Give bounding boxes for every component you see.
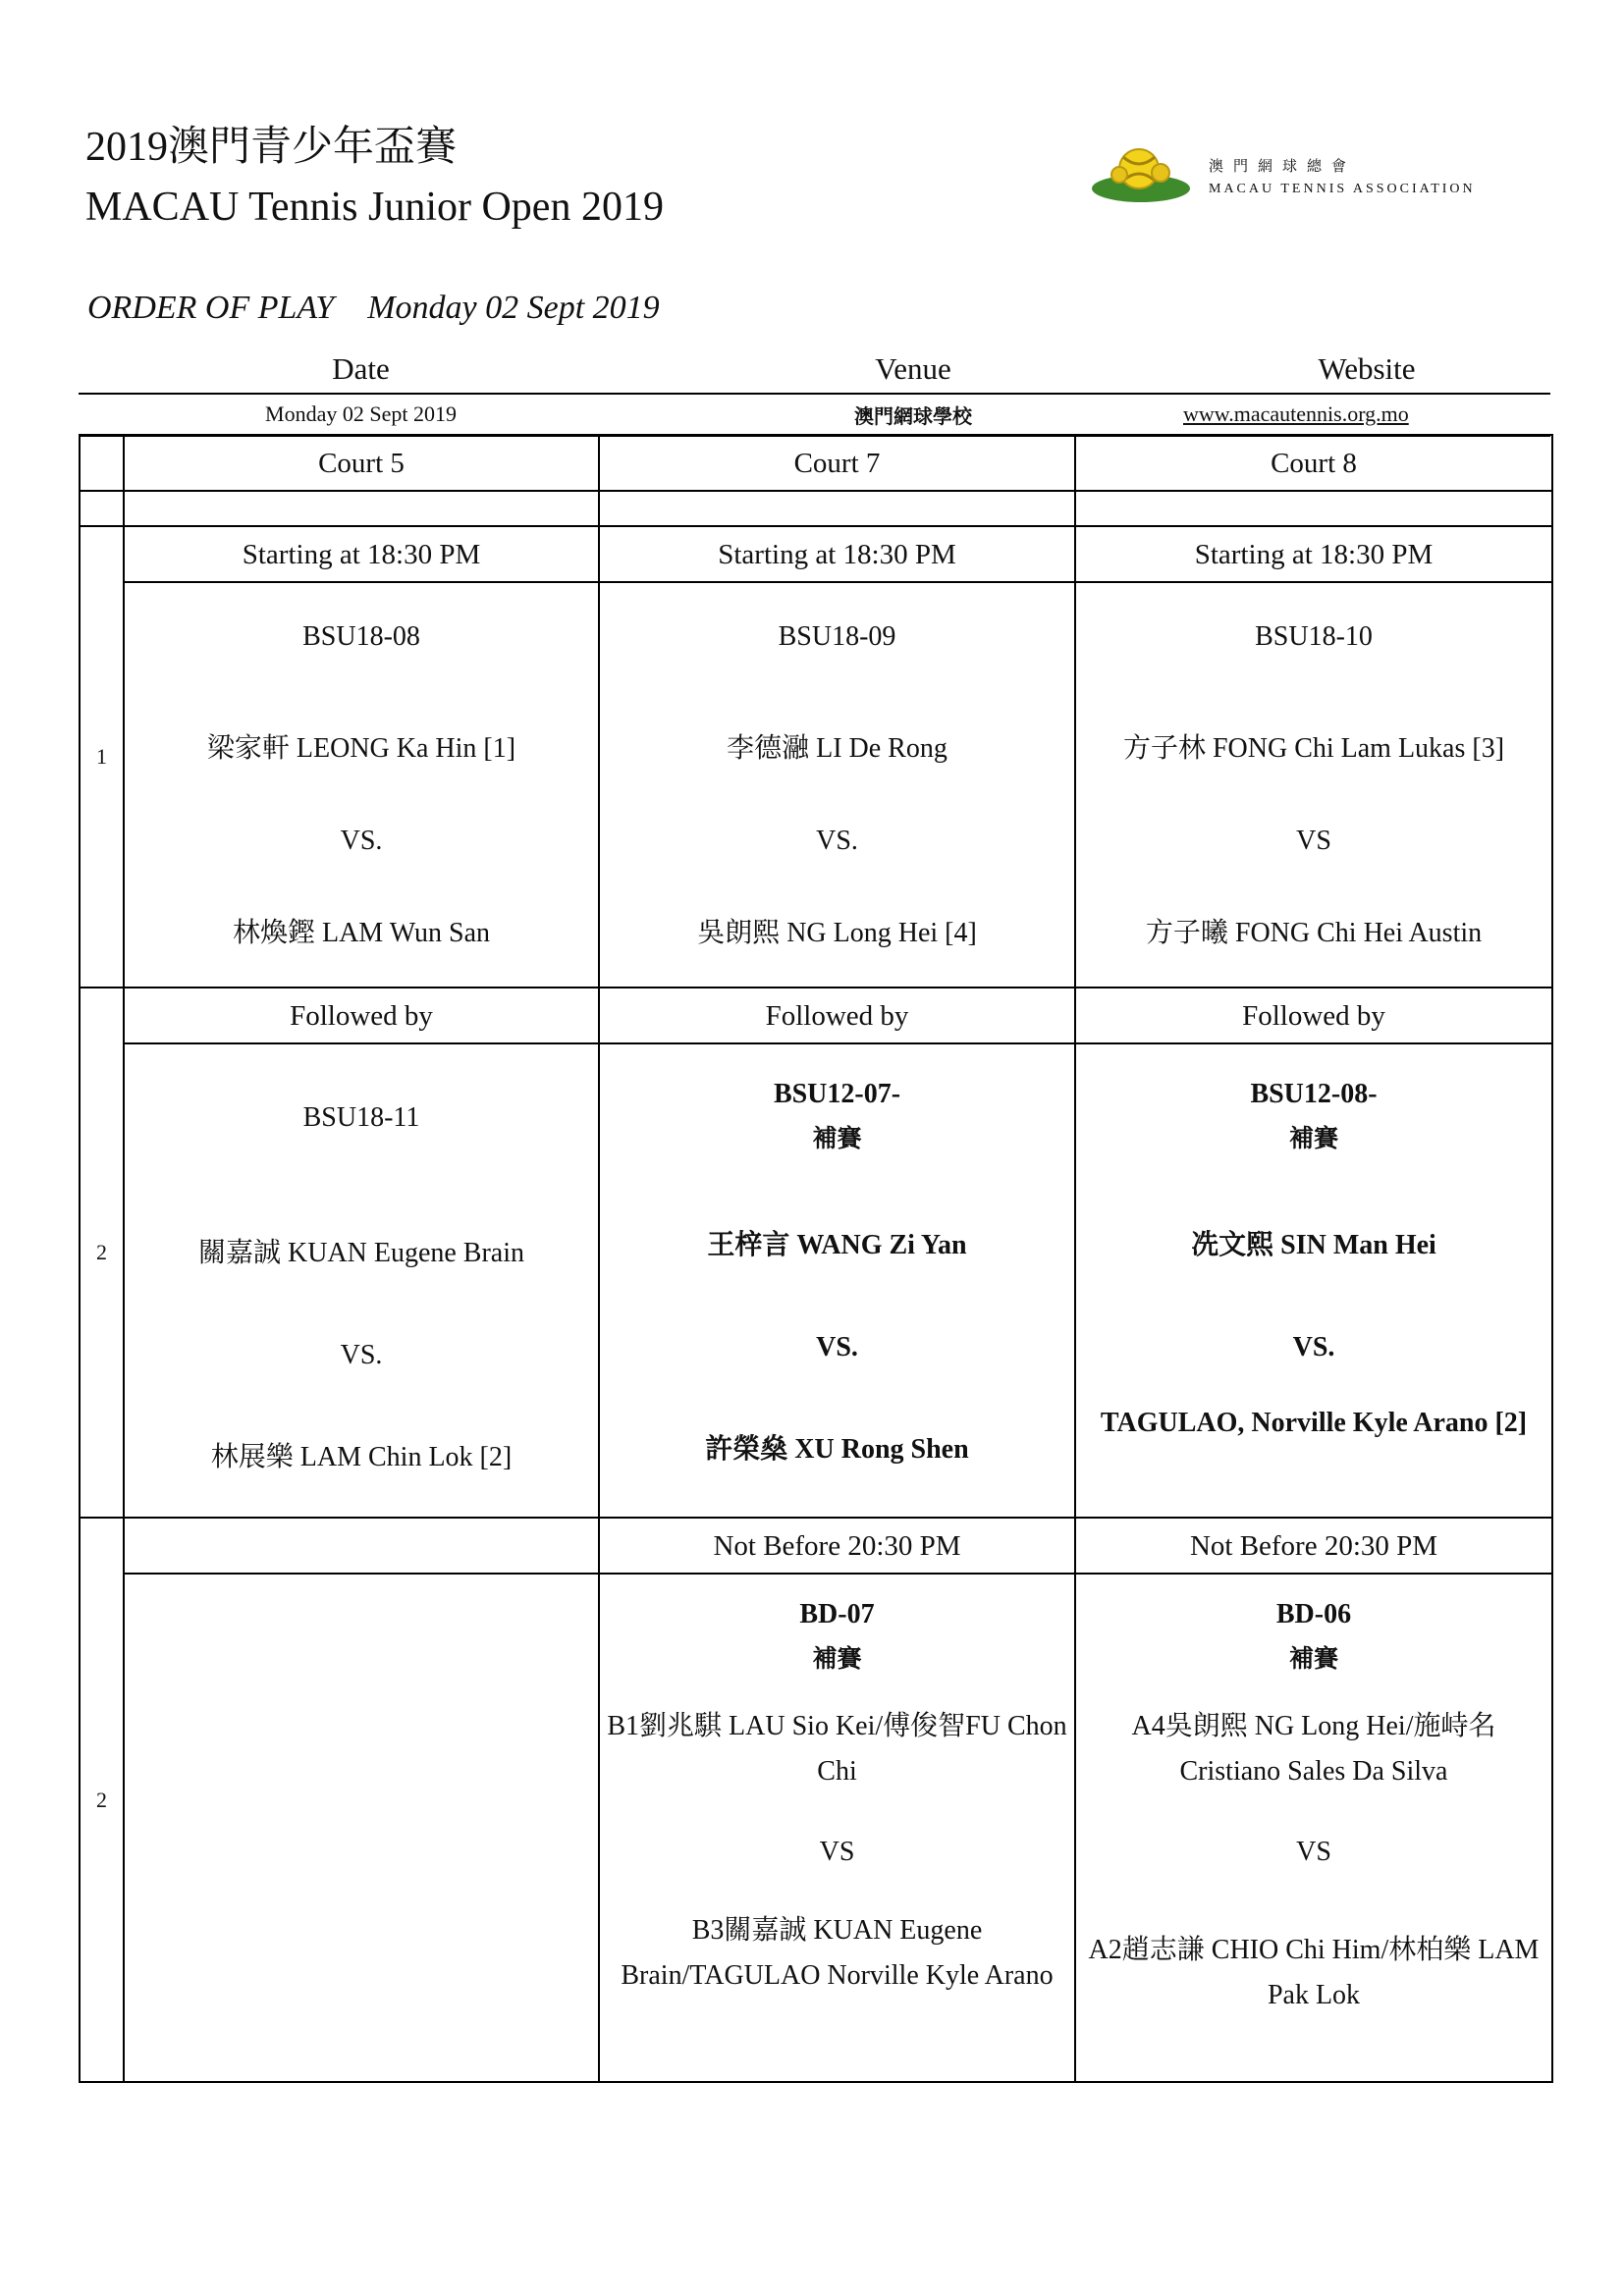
player-1: 梁家軒 LEONG Ka Hin [1] <box>206 733 516 764</box>
match-note: 補賽 <box>812 1644 862 1673</box>
match-cell <box>599 582 1075 988</box>
match-cell <box>599 1043 1075 1518</box>
match-cell <box>599 1574 1075 2082</box>
match-code: BSU18-10 <box>1255 621 1373 652</box>
match-code: BSU18-09 <box>778 621 896 652</box>
player-2: TAGULAO, Norville Kyle Arano [2] <box>1100 1408 1528 1438</box>
slot-label <box>124 1518 599 1574</box>
slot-label: Followed by <box>1075 988 1552 1043</box>
player-1: 關嘉誠 KUAN Eugene Brain <box>197 1238 525 1268</box>
match-code: BSU18-11 <box>302 1102 420 1133</box>
player-2: 許榮燊 XU Rong Shen <box>705 1434 969 1465</box>
player-1: 王梓言 WANG Zi Yan <box>707 1230 967 1260</box>
player-2: 方子曦 FONG Chi Hei Austin <box>1145 918 1483 948</box>
match-code: BSU12-08- <box>1250 1079 1378 1109</box>
title-english: MACAU Tennis Junior Open 2019 <box>85 185 664 230</box>
logo-chinese-text: 澳門網球總會 <box>1209 157 1357 175</box>
slot-label: Not Before 20:30 PM <box>1075 1518 1552 1574</box>
match-code: BSU18-08 <box>302 621 420 652</box>
match-cell <box>1075 1574 1552 2082</box>
match-code: BD-07 <box>799 1599 875 1629</box>
vs-text: VS <box>1296 826 1331 856</box>
slot-number: 2 <box>80 988 124 1518</box>
event-info <box>79 346 1550 437</box>
tennis-ball-logo-icon <box>1090 145 1198 208</box>
player-1: A4吳朗熙 NG Long Hei/施峙名 Cristiano Sales Da Silva <box>1131 1711 1496 1787</box>
spacer-row <box>80 491 1552 526</box>
vs-text: VS <box>819 1837 855 1867</box>
slot-label: Not Before 20:30 PM <box>599 1518 1075 1574</box>
venue-label: Venue <box>875 351 951 386</box>
title-chinese: 2019澳門青少年盃賽 <box>85 125 458 170</box>
court-5-header: Court 5 <box>124 435 599 491</box>
slot-label: Starting at 18:30 PM <box>1075 526 1552 582</box>
match-cell <box>124 1043 599 1518</box>
vs-text: VS. <box>1292 1332 1335 1362</box>
match-cell <box>1075 1043 1552 1518</box>
slot-label: Followed by <box>599 988 1075 1043</box>
match-note: 補賽 <box>1288 1644 1338 1673</box>
corner-cell <box>80 435 124 491</box>
vs-text: VS. <box>340 1340 383 1370</box>
court-8-header: Court 8 <box>1075 435 1552 491</box>
slot-2-match-row <box>80 1043 1552 1518</box>
player-1: B1劉兆騏 LAU Sio Kei/傅俊智FU Chon Chi <box>607 1711 1067 1787</box>
association-logo <box>1090 145 1483 208</box>
player-2: 林展樂 LAM Chin Lok [2] <box>210 1442 513 1472</box>
match-note: 補賽 <box>1288 1124 1338 1152</box>
slot-label: Starting at 18:30 PM <box>599 526 1075 582</box>
slot-number: 2 <box>80 1518 124 2082</box>
player-1: 方子林 FONG Chi Lam Lukas [3] <box>1122 733 1505 764</box>
court-header-row <box>80 435 1552 491</box>
date-value: Monday 02 Sept 2019 <box>265 401 457 426</box>
order-of-play-title: ORDER OF PLAY Monday 02 Sept 2019 <box>87 290 660 326</box>
match-code: BD-06 <box>1275 1599 1352 1629</box>
court-7-header: Court 7 <box>599 435 1075 491</box>
match-code: BSU12-07- <box>773 1079 901 1109</box>
player-2: 吳朗熙 NG Long Hei [4] <box>697 918 977 948</box>
vs-text: VS. <box>816 826 858 856</box>
match-note: 補賽 <box>812 1124 862 1152</box>
vs-text: VS. <box>340 826 383 856</box>
date-label: Date <box>332 351 390 386</box>
slot-1-label-row <box>80 526 1552 582</box>
website-label: Website <box>1318 351 1416 386</box>
match-cell <box>124 582 599 988</box>
slot-2-label-row <box>80 988 1552 1043</box>
player-1: 冼文熙 SIN Man Hei <box>1191 1230 1436 1260</box>
player-2: B3關嘉誠 KUAN Eugene Brain/TAGULAO Norville Kyle Arano <box>621 1915 1054 1991</box>
vs-text: VS <box>1296 1837 1331 1867</box>
venue-value: 澳門網球學校 <box>854 403 972 428</box>
slot-label: Starting at 18:30 PM <box>124 526 599 582</box>
match-cell-empty <box>124 1574 599 2082</box>
order-of-play-table <box>79 434 1553 2083</box>
slot-1-match-row <box>80 582 1552 988</box>
slot-3-match-row <box>80 1574 1552 2082</box>
slot-number: 1 <box>80 526 124 988</box>
logo-english-text: MACAU TENNIS ASSOCIATION <box>1209 182 1476 196</box>
player-2: A2趙志謙 CHIO Chi Him/林柏樂 LAM Pak Lok <box>1088 1935 1540 2010</box>
vs-text: VS. <box>816 1332 858 1362</box>
player-2: 林煥鏗 LAM Wun San <box>232 918 491 948</box>
slot-3-label-row <box>80 1518 1552 1574</box>
match-cell <box>1075 582 1552 988</box>
website-link[interactable]: www.macautennis.org.mo <box>1183 401 1409 426</box>
player-1: 李德瀜 LI De Rong <box>727 733 947 764</box>
slot-label: Followed by <box>124 988 599 1043</box>
